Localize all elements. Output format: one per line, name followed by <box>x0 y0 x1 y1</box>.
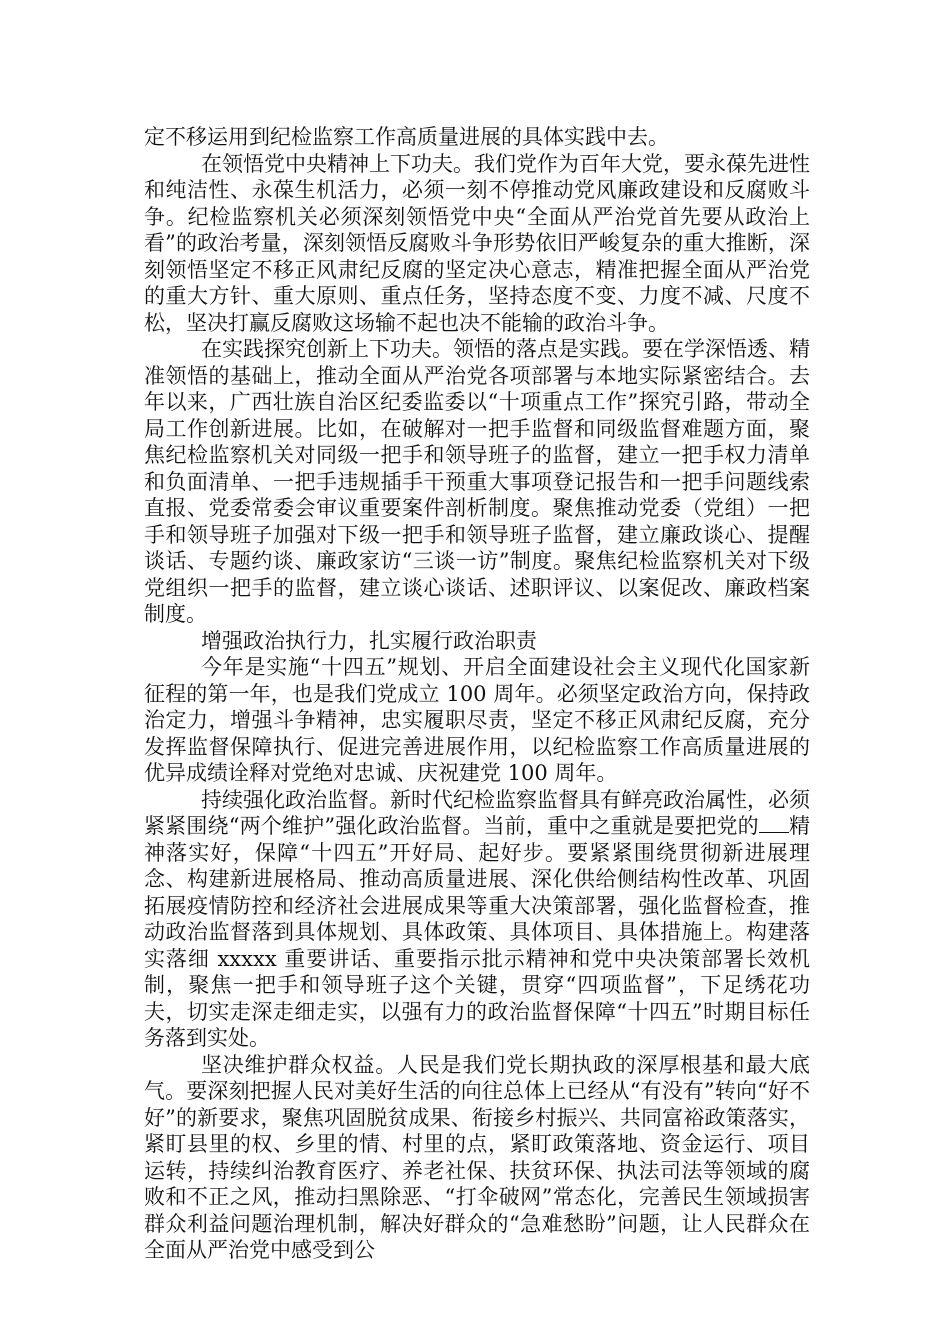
paragraph-practice-innovation: 在实践探究创新上下功夫。领悟的落点是实践。要在学深悟透、精准领悟的基础上，推动全面从严治党各项部署与本地实际紧密结合。去年以来，广西壮族自治区纪委监委以“十项重点工作”探究引路，带动全局工作创新进展。比如，在破解对一把手监督和同级监督难题方面，聚焦纪检监察机关对同级一把手和领导班子的监督，建立一把手权力清单和负面清单、一把手违规插手干预重大事项登记报告和一把手问题线索直报、党委常委会审议重要案件剖析制度。聚焦推动党委（党组）一把手和领导班子加强对下级一把手和领导班子监督，建立廉政谈心、提醒谈话、专题约谈、廉政家访“三谈一访”制度。聚焦纪检监察机关对下级党组织一把手的监督，建立谈心谈话、述职评议、以案促改、廉政档案制度。 <box>144 337 810 626</box>
document-page <box>144 124 810 1264</box>
paragraph-text-after-blank: 精神落实好，保障“十四五”开好局、起好步。要紧紧围绕贯彻新进展理念、构建新进展格局、推动高质量进展、深化供给侧结构性改革、巩固拓展疫情防控和经济社会进展成果等重大决策部署，强化监督检查，推动政治监督落到具体规划、具体政策、具体项目、具体措施上。构建落实落细 xxxxx 重要讲话、重要指示批示精神和党中央决策部署长效机制，聚焦一把手和领导班子这个关键，贯穿“四项监督”，下足绣花功夫，切实走深走细走实，以强有力的政治监督保障“十四五”时期目标任务落到实处。 <box>144 814 810 1050</box>
paragraph-political-supervision <box>144 787 810 1052</box>
blank-underline <box>759 814 789 833</box>
paragraph-party-central-spirit: 在领悟党中央精神上下功夫。我们党作为百年大党，要永葆先进性和纯洁性、永葆生机活力，必须一刻不停推动党风廉政建设和反腐败斗争。纪检监察机关必须深刻领悟党中央“全面从严治党首先要从政治上看”的政治考量，深刻领悟反腐败斗争形势依旧严峻复杂的重大推断，深刻领悟坚定不移正风肃纪反腐的坚定决心意志，精准把握全面从严治党的重大方针、重大原则、重点任务，坚持态度不变、力度不减、尺度不松，坚决打赢反腐败这场输不起也决不能输的政治斗争。 <box>144 151 810 335</box>
paragraph-public-rights: 坚决维护群众权益。人民是我们党长期执政的深厚根基和最大底气。要深刻把握人民对美好生活的向往总体上已经从“有没有”转向“好不好”的新要求，聚焦巩固脱贫成果、衔接乡村振兴、共同富裕政策落实，紧盯县里的权、乡里的情、村里的点，紧盯政策落地、资金运行、项目运转，持续纠治教育医疗、养老社保、扶贫环保、执法司法等领域的腐败和不正之风，推动扫黑除恶、“打伞破网”常态化，完善民生领域损害群众利益问题治理机制，解决好群众的“急难愁盼”问题，让人民群众在全面从严治党中感受到公 <box>144 1052 810 1262</box>
section-heading: 增强政治执行力，扎实履行政治职责 <box>201 628 537 653</box>
paragraph-text-before-blank: 持续强化政治监督。新时代纪检监察监督具有鲜亮政治属性，必须紧紧围绕“两个维护”强化政治监督。当前，重中之重就是要把党的 <box>144 787 810 838</box>
paragraph-fourteenth-five-year-plan: 今年是实施“十四五”规划、开启全面建设社会主义现代化国家新征程的第一年，也是我们党成立 100 周年。必须坚定政治方向，保持政治定力，增强斗争精神，忠实履职尽责，坚定不移正风肃纪反腐，充分发挥监督保障执行、促进完善进展作用，以纪检监察工作高质量进展的优异成绩诠释对党绝对忠诚、庆祝建党 100 周年。 <box>144 655 810 785</box>
paragraph-continuation: 定不移运用到纪检监察工作高质量进展的具体实践中去。 <box>144 125 669 149</box>
